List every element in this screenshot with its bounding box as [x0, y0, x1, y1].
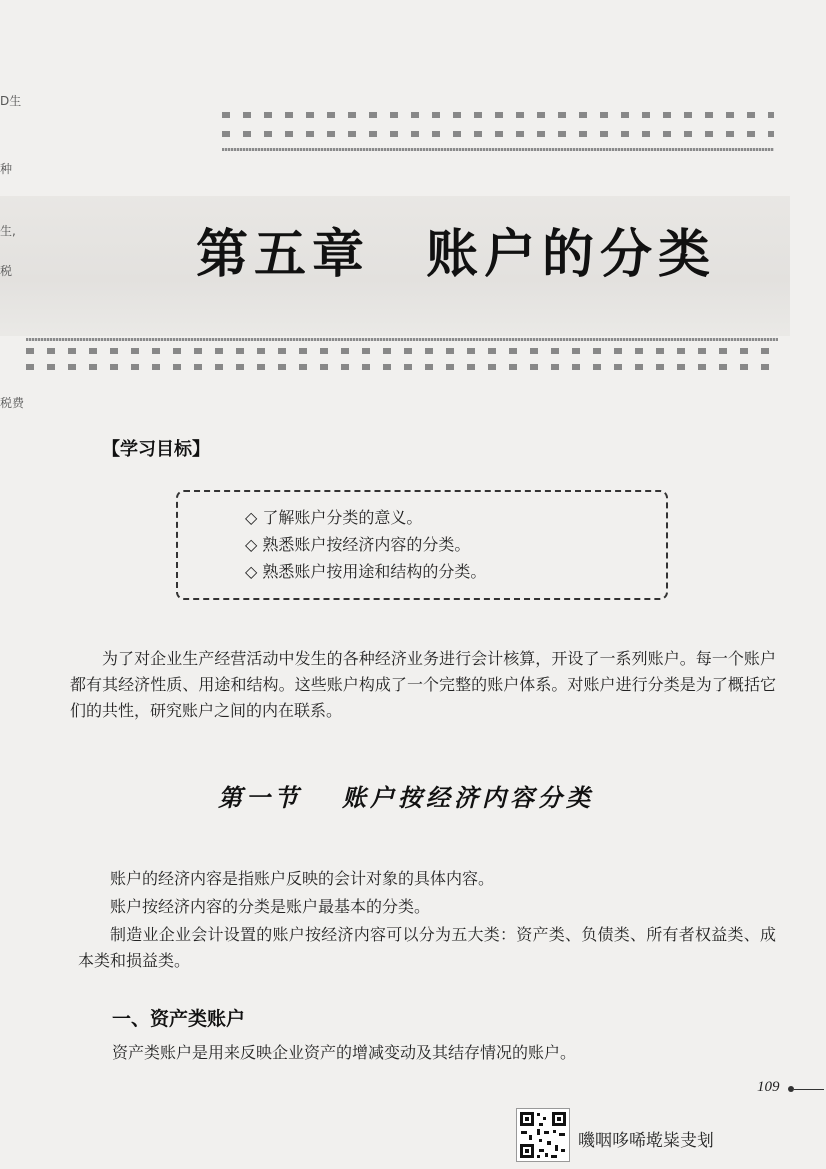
subsection-title: 一、资产类账户 [112, 1008, 246, 1030]
margin-fragment: 生, [0, 224, 16, 238]
section-paragraph: 账户按经济内容的分类是账户最基本的分类。 [110, 897, 431, 916]
section-number: 第一节 [218, 783, 302, 812]
decorative-dash-row [222, 131, 774, 137]
decorative-dash-row [222, 112, 774, 118]
qr-code-icon [516, 1108, 570, 1162]
objective-item: ◇ 了解账户分类的意义。 [245, 508, 423, 527]
objective-item: ◇ 熟悉账户按用途和结构的分类。 [245, 562, 487, 581]
section-title [218, 778, 594, 813]
page-number: 109 [757, 1079, 780, 1095]
chapter-number: 第五章 [196, 225, 371, 285]
objective-item: ◇ 熟悉账户按经济内容的分类。 [245, 535, 471, 554]
intro-paragraph: 为了对企业生产经营活动中发生的各种经济业务进行会计核算，开设了一系列账户。每一个账户都有其经济性质、用途和结构。这些账户构成了一个完整的账户体系。对账户进行分类是为了概括它们的共性，研究账户之间的内在联系。 [70, 649, 776, 720]
footer-text: 嘰咽哆唏墘粊叏刬 [578, 1131, 714, 1151]
margin-fragment: 税费 [0, 396, 25, 410]
subsection-paragraph: 资产类账户是用来反映企业资产的增减变动及其结存情况的账户。 [112, 1043, 577, 1062]
section-paragraph: 账户的经济内容是指账户反映的会计对象的具体内容。 [110, 869, 495, 888]
page-number-rule [794, 1089, 824, 1090]
margin-fragment: D生 [0, 94, 22, 108]
section-paragraph: 制造业企业会计设置的账户按经济内容可以分为五大类：资产类、负债类、所有者权益类、成本类和损益类。 [78, 925, 776, 970]
section-name: 账户按经济内容分类 [342, 783, 594, 812]
decorative-dash-row [26, 364, 778, 370]
chapter-name: 账户的分类 [426, 225, 717, 285]
margin-fragment: 税 [0, 264, 13, 278]
decorative-rule [26, 338, 778, 341]
objectives-list [245, 504, 486, 585]
decorative-rule [222, 148, 774, 151]
decorative-dash-row [26, 348, 778, 354]
chapter-title [196, 212, 716, 287]
objectives-label: 【学习目标】 [102, 439, 210, 460]
margin-fragment: 种 [0, 162, 13, 176]
